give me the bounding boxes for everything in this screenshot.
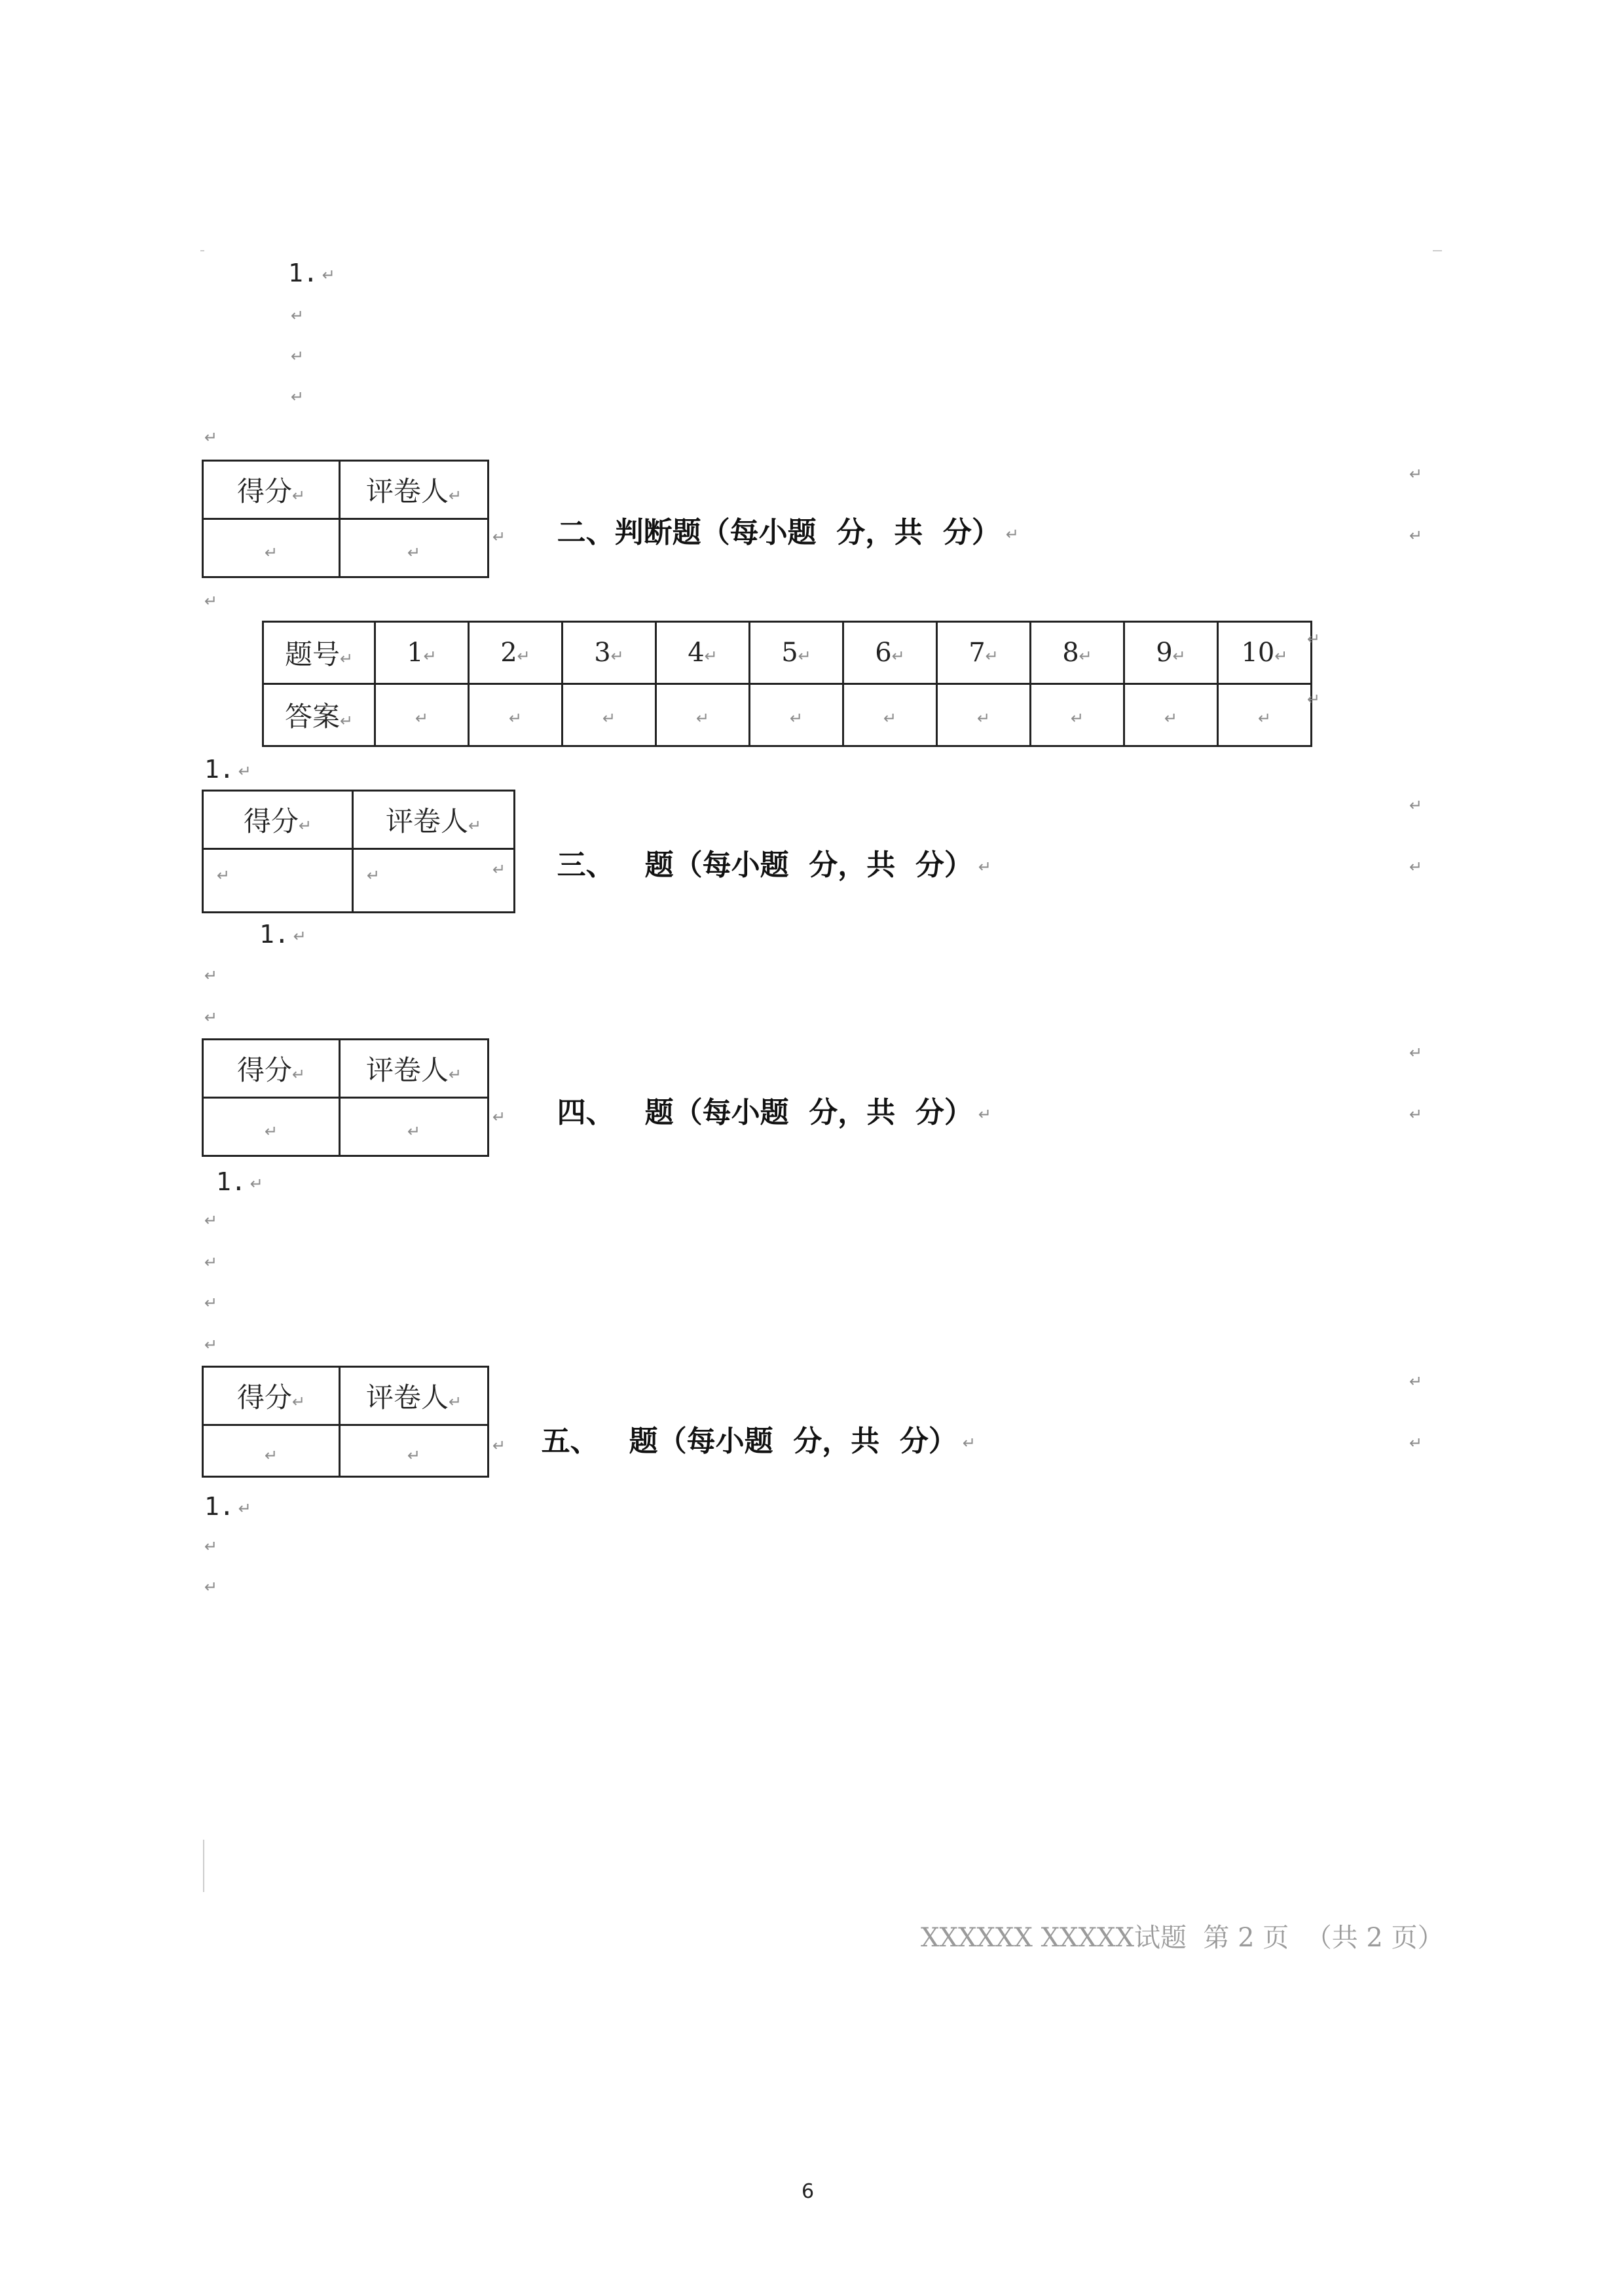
score-label: 得分↵ — [203, 1367, 340, 1425]
score-cell[interactable]: ↵ — [203, 849, 353, 913]
grader-cell[interactable]: ↵ — [340, 519, 489, 577]
section-heading: 五、 题（每小题 分，共 分） ↵ — [541, 1425, 976, 1458]
paragraph-mark: ↵ — [291, 347, 304, 365]
grader-label: 评卷人↵ — [340, 1040, 489, 1098]
paragraph-mark: ↵ — [1409, 526, 1423, 545]
paragraph-mark: ↵ — [291, 306, 304, 325]
page-footer: XXXXXX XXXXX试题 第 2 页 （共 2 页） — [921, 1923, 1444, 1953]
question-number-cell: 9↵ — [1124, 622, 1218, 684]
paragraph-mark: ↵ — [204, 592, 218, 610]
question-number-cell: 1↵ — [375, 622, 469, 684]
item-number: 1. ↵ — [216, 1167, 263, 1196]
answer-cell[interactable]: ↵ — [375, 684, 469, 746]
paragraph-mark: ↵ — [1409, 1434, 1423, 1452]
paragraph-mark: ↵ — [204, 1336, 218, 1354]
question-number-cell: 3↵ — [563, 622, 656, 684]
answer-cell[interactable]: ↵ — [563, 684, 656, 746]
answer-header: 答案↵ — [263, 684, 375, 746]
score-table — [202, 790, 515, 913]
paragraph-mark: ↵ — [492, 528, 506, 546]
paragraph-mark: ↵ — [1409, 465, 1423, 483]
question-number-header: 题号↵ — [263, 622, 375, 684]
paragraph-mark: ↵ — [1307, 630, 1321, 648]
corner-mark-top-right — [1433, 250, 1442, 251]
grader-cell[interactable]: ↵ — [340, 1425, 489, 1477]
paragraph-mark: ↵ — [291, 388, 304, 406]
answer-cell[interactable]: ↵ — [1031, 684, 1124, 746]
score-label: 得分↵ — [203, 1040, 340, 1098]
paragraph-mark: ↵ — [204, 428, 218, 446]
answer-cell[interactable]: ↵ — [1124, 684, 1218, 746]
score-cell[interactable]: ↵ — [203, 519, 340, 577]
grader-cell[interactable]: ↵ — [340, 1098, 489, 1156]
question-number-row — [263, 622, 1312, 684]
answer-cell[interactable]: ↵ — [1218, 684, 1312, 746]
answer-table — [262, 621, 1312, 747]
answer-row — [263, 684, 1312, 746]
score-label: 得分↵ — [203, 461, 340, 519]
question-number-cell: 6↵ — [843, 622, 937, 684]
section-heading: 四、 题（每小题 分，共 分） ↵ — [557, 1096, 991, 1129]
paragraph-mark: ↵ — [1409, 1372, 1423, 1391]
paragraph-mark: ↵ — [1409, 858, 1423, 876]
item-number: 1. ↵ — [288, 259, 335, 287]
page-number: 6 — [802, 2180, 815, 2203]
paragraph-mark: ↵ — [492, 1436, 506, 1455]
paragraph-mark: ↵ — [1409, 1105, 1423, 1123]
paragraph-mark: ↵ — [204, 966, 218, 985]
question-number-cell: 4↵ — [656, 622, 750, 684]
paragraph-mark: ↵ — [492, 860, 506, 879]
paragraph-mark: ↵ — [1307, 690, 1321, 708]
score-cell[interactable]: ↵ — [203, 1098, 340, 1156]
margin-line-left — [203, 1840, 204, 1892]
question-number-cell: 10↵ — [1218, 622, 1312, 684]
question-number-cell: 5↵ — [750, 622, 843, 684]
score-table — [202, 1366, 489, 1478]
section-heading: 三、 题（每小题 分，共 分） ↵ — [557, 848, 991, 882]
paragraph-mark: ↵ — [204, 1294, 218, 1312]
item-number: 1. ↵ — [204, 755, 251, 784]
score-label: 得分↵ — [203, 791, 353, 849]
item-number: 1. ↵ — [204, 1492, 251, 1521]
paragraph-mark: ↵ — [204, 1211, 218, 1230]
score-table — [202, 1038, 489, 1157]
answer-cell[interactable]: ↵ — [750, 684, 843, 746]
section-heading: 二、判断题（每小题 分，共 分） ↵ — [557, 516, 1020, 549]
grader-cell[interactable]: ↵ — [353, 849, 515, 913]
paragraph-mark: ↵ — [204, 1578, 218, 1596]
answer-cell[interactable]: ↵ — [656, 684, 750, 746]
score-cell[interactable]: ↵ — [203, 1425, 340, 1477]
corner-mark-top-left — [200, 250, 204, 251]
paragraph-mark: ↵ — [1409, 796, 1423, 814]
grader-label: 评卷人↵ — [340, 1367, 489, 1425]
question-number-cell: 7↵ — [937, 622, 1031, 684]
grader-label: 评卷人↵ — [353, 791, 515, 849]
paragraph-mark: ↵ — [492, 1108, 506, 1126]
grader-label: 评卷人↵ — [340, 461, 489, 519]
paragraph-mark: ↵ — [204, 1008, 218, 1027]
paragraph-mark: ↵ — [204, 1537, 218, 1556]
paragraph-mark: ↵ — [1409, 1044, 1423, 1062]
score-table — [202, 460, 489, 578]
answer-cell[interactable]: ↵ — [843, 684, 937, 746]
question-number-cell: 8↵ — [1031, 622, 1124, 684]
item-number: 1. ↵ — [259, 920, 306, 949]
question-number-cell: 2↵ — [469, 622, 563, 684]
answer-cell[interactable]: ↵ — [937, 684, 1031, 746]
answer-cell[interactable]: ↵ — [469, 684, 563, 746]
paragraph-mark: ↵ — [204, 1253, 218, 1271]
